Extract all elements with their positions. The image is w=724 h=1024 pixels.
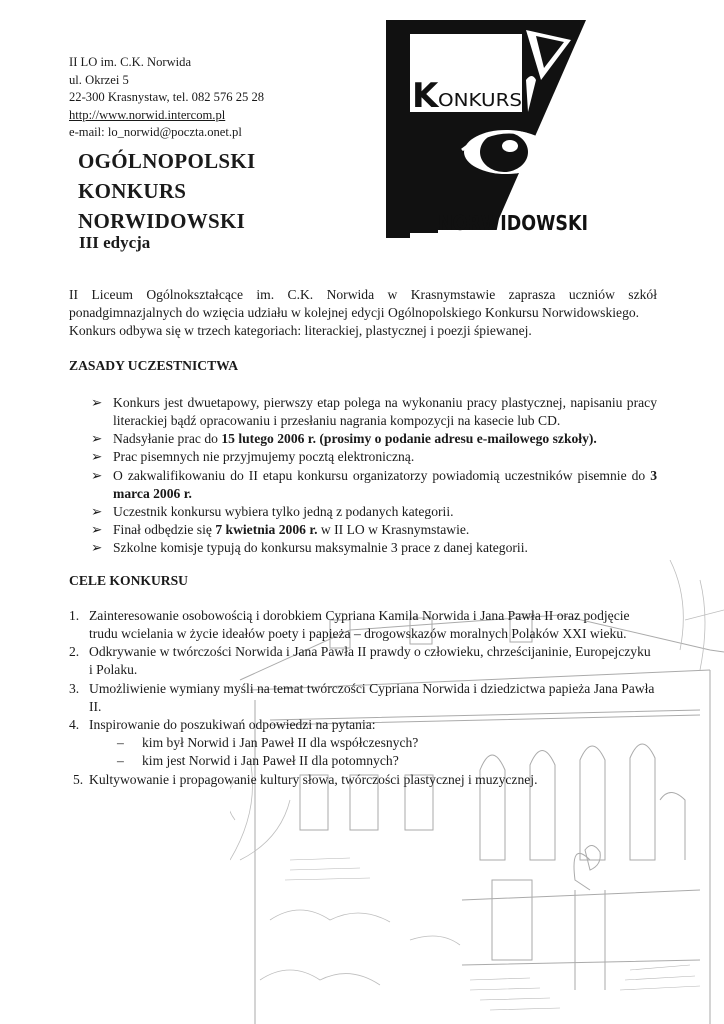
city-phone: 22-300 Krasnystaw, tel. 082 576 25 28 [69, 90, 265, 104]
bullet-arrow-icon: ➢ [91, 540, 103, 556]
logo-word-konkurs-rest: ONKURS [438, 90, 522, 111]
bullet-arrow-icon: ➢ [91, 394, 103, 410]
bullet-arrow-icon: ➢ [91, 504, 103, 520]
intro-paragraph: II Liceum Ogólnokształcące im. C.K. Norwida w Krasnymstawie zaprasza uczniów szkół ponadgimnazjalnych do wzięcia udziału w kolejnej edycji Ogólnopolskiego Konkursu Norwidowskiego. [69, 287, 657, 321]
sender-address [69, 54, 264, 142]
logo-word-konkurs: K [412, 76, 439, 116]
rule-item: ➢ Prac pisemnych nie przyjmujemy pocztą elektroniczną. [91, 448, 657, 466]
goal-item: 4. Inspirowanie do poszukiwań odpowiedzi na pytania: – kim był Norwid i Jan Paweł II dla współczesnych? – kim jest Norwid i Jan Paweł II dla potomnych? [69, 716, 657, 771]
street: ul. Okrzei 5 [69, 72, 129, 87]
goal-item: 5. Kultywowanie i propagowanie kultury słowa, twórczości plastycznej i muzycznej. [73, 771, 538, 787]
goal-item: 3. Umożliwienie wymiany myśli na temat twórczości Cypriana Norwida i dziedzictwa papieża Jana Pawła II. [69, 680, 655, 714]
title-line-2: KONKURS [78, 179, 187, 203]
website-link[interactable]: http://www.norwid.intercom.pl [69, 107, 226, 122]
email: e-mail: lo_norwid@poczta.onet.pl [69, 125, 242, 139]
konkurs-norwidowski-logo [386, 20, 595, 238]
rule-item: ➢ Nadsyłanie prac do 15 lutego 2006 r. (prosimy o podanie adresu e-mailowego szkoły). [91, 430, 657, 448]
bullet-arrow-icon: ➢ [91, 467, 103, 483]
contest-title [78, 146, 255, 236]
goal-item: 1. Zainteresowanie osobowością i dorobkiem Cypriana Kamila Norwida i Jana Pawła II oraz podjęcie trudu wcielania w życie ideałów poety i papieża – drogowskazów moralnych Polaków XXI wieku. [69, 607, 630, 642]
title-line-1: OGÓLNOPOLSKI [78, 149, 256, 173]
goals-list [69, 607, 657, 789]
rule-item: ➢ Konkurs jest dwuetapowy, pierwszy etap polega na wykonaniu pracy plastycznej, napisaniu pracy literackiej bądź opracowaniu i przesłaniu nagrania kompozycji na kasecie lub CD. [91, 394, 657, 429]
rule-item: ➢ O zakwalifikowaniu do II etapu konkursu organizatorzy powiadomią uczestników pisemnie do 3 marca 2006 r. [91, 467, 657, 501]
rules-list [91, 394, 657, 558]
bullet-arrow-icon: ➢ [91, 449, 103, 465]
rule-item: ➢ Szkolne komisje typują do konkursu maksymalnie 3 prace z danej kategorii. [91, 539, 657, 557]
school-name: II LO im. C.K. Norwida [69, 55, 192, 69]
rule-item: ➢ Uczestnik konkursu wybiera tylko jedną z podanych kategorii. [91, 503, 657, 521]
logo-word-norwidowski: NORWIDOWSKI [438, 211, 588, 235]
goals-heading: CELE KONKURSU [69, 572, 188, 588]
question-list [117, 734, 657, 770]
rule-item: ➢ Finał odbędzie się 7 kwietnia 2006 r. w II LO w Krasnymstawie. [91, 521, 657, 539]
bullet-arrow-icon: ➢ [91, 522, 103, 538]
question-item: – kim był Norwid i Jan Paweł II dla współczesnych? [117, 735, 419, 751]
bullet-arrow-icon: ➢ [91, 431, 103, 447]
categories-paragraph: Konkurs odbywa się w trzech kategoriach: literackiej, plastycznej i poezji śpiewanej. [69, 323, 532, 339]
goal-item: 2. Odkrywanie w twórczości Norwida i Jana Pawła II prawdy o człowieku, chrześcijaninie, Europejczyku i Polaku. [69, 644, 651, 678]
rules-heading: ZASADY UCZESTNICTWA [69, 357, 239, 373]
edition-label: III edycja [79, 233, 151, 252]
document-body [69, 286, 657, 789]
question-item: – kim jest Norwid i Jan Paweł II dla potomnych? [117, 753, 399, 769]
title-line-3: NORWIDOWSKI [78, 209, 246, 233]
